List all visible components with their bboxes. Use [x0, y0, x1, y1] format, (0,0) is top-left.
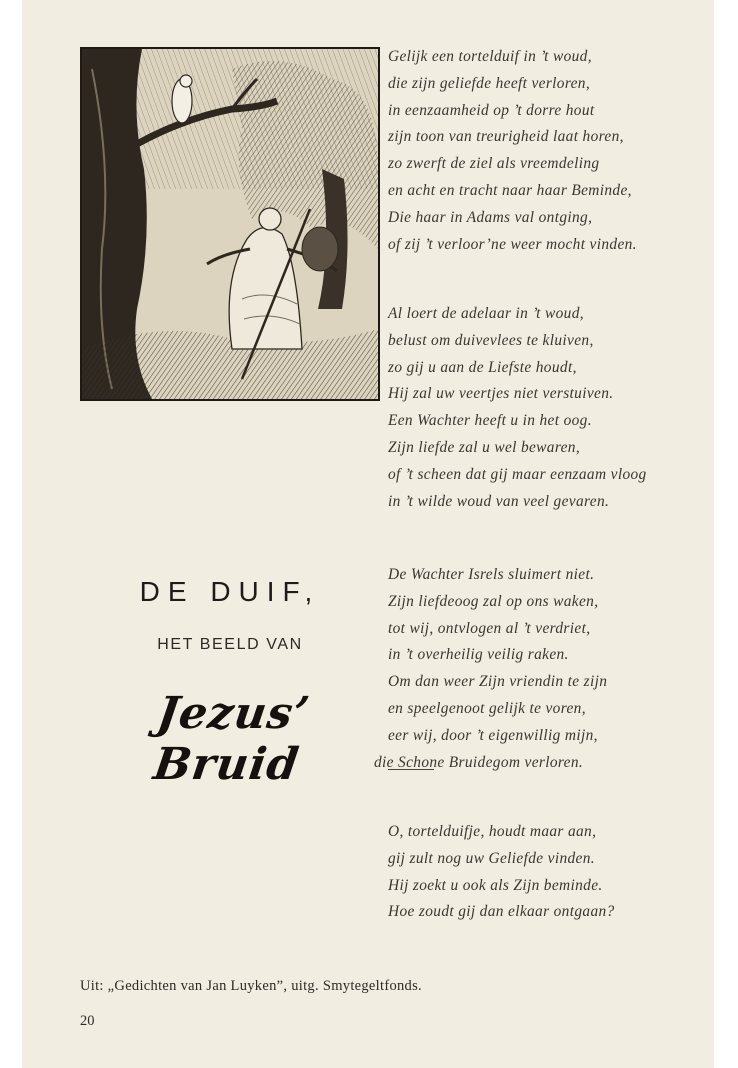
heading-subtitle: HET BEELD VAN	[157, 636, 303, 653]
poem-line: in eenzaamheid op ’t dorre hout	[388, 101, 595, 119]
poem-line: Al loert de adelaar in ’t woud,	[388, 305, 584, 322]
poem-line: Hoe zoudt gij dan elkaar ontgaan?	[388, 903, 615, 921]
poem-heading	[80, 576, 380, 790]
poem-line: O, tortelduifje, houdt maar aan,	[388, 823, 597, 840]
poem-line: zo gij u aan de Liefste houdt,	[388, 358, 577, 376]
poem-line: Die haar in Adams val ontging,	[388, 208, 593, 226]
poem-line: Zijn liefde zal u wel bewaren,	[388, 438, 581, 456]
poem-line: die Schone Bruidegom verloren.	[374, 753, 584, 771]
dove-and-pilgrim-engraving	[82, 49, 378, 399]
poem-line: of ’t scheen dat gij maar eenzaam vloog	[388, 465, 647, 483]
poem-line: of zij ’t verloor’ne weer mocht vinden.	[388, 235, 637, 253]
poem-line: Een Wachter heeft u in het oog.	[388, 412, 592, 430]
poem-line: en acht en tracht naar haar Beminde,	[388, 181, 632, 199]
poem	[374, 44, 708, 921]
poem-line: eer wij, door ’t eigenwillig mijn,	[388, 726, 598, 744]
poem-line: gij zult nog uw Geliefde vinden.	[388, 849, 595, 867]
poem-line: in ’t wilde woud van veel gevaren.	[388, 492, 610, 510]
source-note: Uit: „Gedichten van Jan Luyken”, uitg. Smytegeltfonds.	[80, 978, 422, 994]
heading-script-title: Jezus’ Bruid	[150, 688, 314, 790]
heading-title: DE DUIF,	[139, 576, 321, 607]
poem-line: die zijn geliefde heeft verloren,	[388, 74, 591, 92]
engraving-illustration	[80, 47, 380, 401]
poem-line: belust om duivevlees te kluiven,	[388, 331, 594, 349]
poem-stanza-4	[388, 819, 615, 926]
poem-line: Hij zal uw veertjes niet verstuiven.	[388, 385, 614, 403]
book-page	[22, 0, 714, 1068]
poem-line: zo zwerft de ziel als vreemdeling	[388, 155, 600, 173]
poem-stanza-3	[374, 562, 608, 776]
poem-line: Gelijk een tortelduif in ’t woud,	[388, 48, 592, 65]
poem-stanza-1	[388, 44, 708, 258]
poem-line: Zijn liefdeoog zal op ons waken,	[388, 592, 599, 610]
poem-line: De Wachter Isrels sluimert niet.	[388, 566, 595, 583]
poem-line: zijn toon van treurigheid laat horen,	[388, 128, 624, 146]
poem-line: in ’t overheilig veilig raken.	[388, 646, 569, 664]
poem-stanza-2	[388, 301, 647, 515]
poem-line: Hij zoekt u ook als Zijn beminde.	[388, 876, 603, 894]
poem-line: en speelgenoot gelijk te voren,	[388, 699, 586, 717]
poem-line: Om dan weer Zijn vriendin te zijn	[388, 673, 608, 691]
page-number: 20	[80, 1013, 95, 1029]
poem-line: tot wij, ontvlogen al ’t verdriet,	[388, 619, 591, 637]
